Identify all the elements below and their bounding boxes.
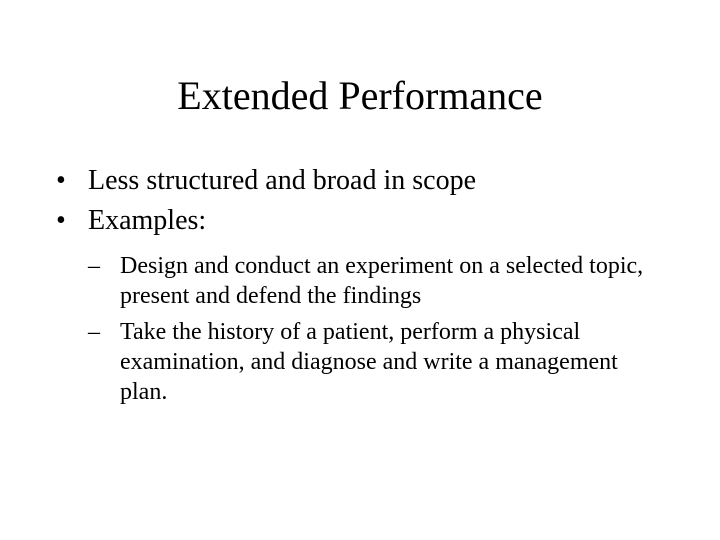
sub-bullet-text: Take the history of a patient, perform a physical examination, and diagnose and write a management plan. xyxy=(120,319,618,405)
sub-bullet-item xyxy=(88,251,660,311)
dash-icon: – xyxy=(88,253,100,279)
sub-bullet-item xyxy=(88,317,660,407)
sub-bullet-text: Design and conduct an experiment on a selected topic, present and defend the findings xyxy=(120,253,644,309)
dash-icon: – xyxy=(88,319,100,345)
slide-title: Extended Performance xyxy=(177,73,543,118)
bullet-text: Less structured and broad in scope xyxy=(88,165,476,196)
bullet-item xyxy=(56,161,696,201)
bullet-text: Examples: xyxy=(88,205,207,236)
slide-body xyxy=(56,161,696,413)
bullet-icon: • xyxy=(56,165,66,196)
bullet-item xyxy=(56,201,696,241)
bullet-icon: • xyxy=(56,205,66,236)
sub-bullet-list xyxy=(56,251,696,407)
